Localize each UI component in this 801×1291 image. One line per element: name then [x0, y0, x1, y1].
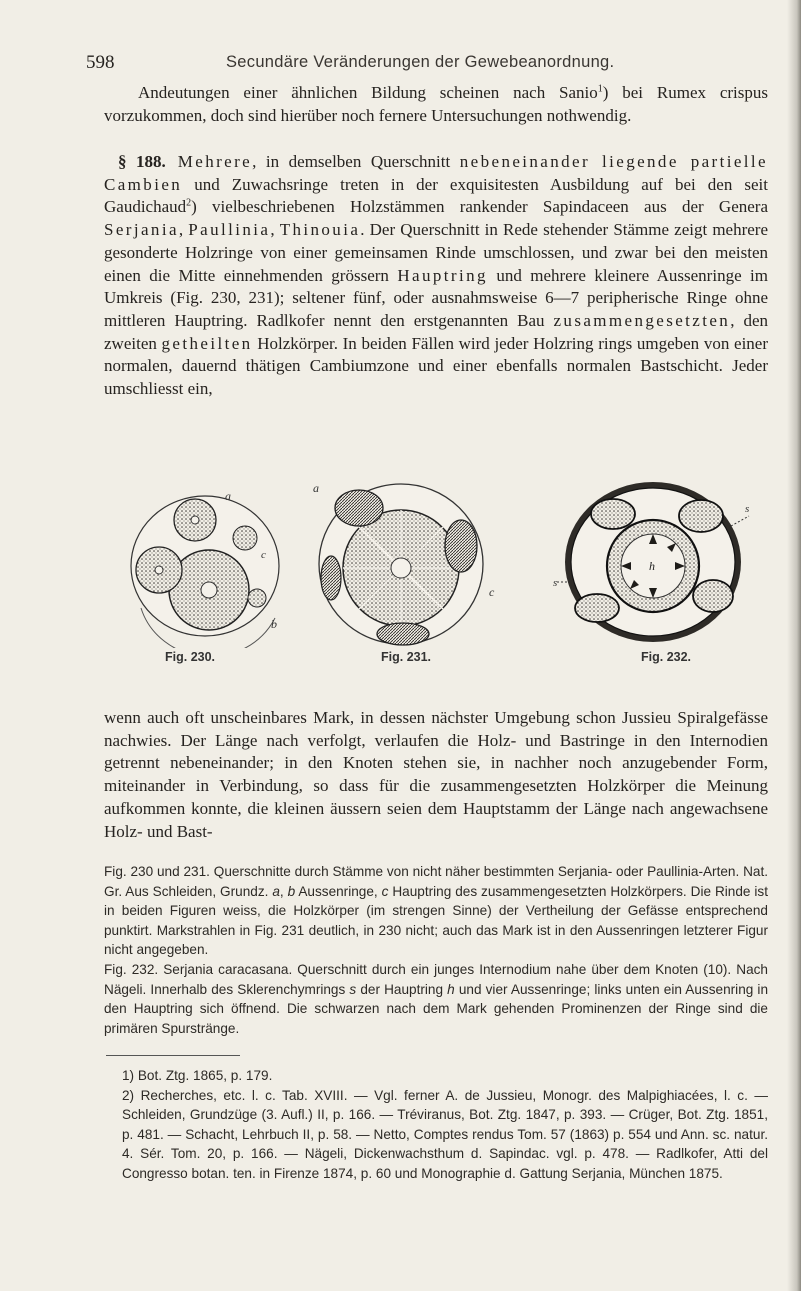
emph-getheilten: getheilten — [161, 333, 253, 353]
paragraph-188 — [104, 151, 768, 401]
footnote-1: 1) Bot. Ztg. 1865, p. 179. — [122, 1068, 273, 1083]
figures-row — [125, 478, 785, 668]
running-head: Secundäre Veränderungen der Gewebeanordnung. — [226, 53, 615, 71]
footnote-ref-1[interactable]: 1 — [597, 83, 603, 95]
figure-231-label: Fig. 231. — [381, 650, 432, 664]
paragraph-3: wenn auch oft unscheinbares Mark, in dessen nächster Umgebung schon Jussieu Spiralgefässe nachwies. Der Länge nach verfolgt, verlaufen die Holz- und Bastringe in den Internodien getrennt nebeneinander; in den Knoten stehen sie, in nachher noch anzugebender Form, miteinander in Verbindung, so dass für die zusammengesetzten Holzkörper die Meinung aufkommen konnte, die kleinen äussern seien dem Hauptstamm der Länge nach angewachsene Holz- und Bast- — [104, 708, 768, 841]
caption-letter-h: h — [447, 981, 455, 997]
page-number: 598 — [86, 52, 115, 73]
footnote-ref-2[interactable]: 2 — [186, 197, 192, 209]
para2-text: , — [178, 220, 189, 240]
fig231-letter-c: c — [489, 585, 495, 599]
caption-text: und vier Aussenringe; links unten ein Aussenring in den Hauptring sich öffnend. Die schwarzen nach dem Mark gehenden Prominenzen der Ringe sind die primären Spurstränge. — [104, 981, 769, 1036]
caption-letter-b: b — [287, 883, 296, 899]
figure-232-drawing — [553, 478, 753, 648]
para2-text: ) vielbeschriebenen Holzstämmen rankender Sapindaceen aus der Genera — [191, 197, 768, 217]
figure-231-drawing — [303, 478, 503, 648]
caption-letter-c: c — [381, 883, 389, 899]
footnote-divider — [106, 1055, 240, 1056]
para2-text: , den zweiten — [104, 310, 768, 353]
fig230-letter-b: b — [271, 617, 277, 631]
para2-text: , — [270, 220, 280, 240]
caption-text: der Hauptring — [356, 981, 448, 997]
caption-text: Fig. 232. Serjania caracasana. Querschnitt durch ein junges Internodium nahe über dem Knoten (10). Nach Nägeli. Innerhalb des Sklerenchymrings — [104, 961, 768, 997]
caption-text: , — [279, 883, 288, 899]
fig230-letter-c: c — [261, 549, 266, 561]
para1-text-a: Andeutungen einer ähnlichen Bildung scheinen nach Sanio — [138, 83, 598, 102]
figure-230-label: Fig. 230. — [165, 650, 216, 664]
para1-text-b: ) bei Rumex crispus vorzukommen, doch sind hierüber noch fernere Untersuchungen nothwendig. — [104, 83, 768, 125]
emph-partielle-cambien: nebeneinander liegende partielle Cambien — [104, 152, 769, 194]
caption-letter-s: s — [349, 981, 357, 997]
para2-text: . Der Querschnitt in Rede stehender Stämme zeigt mehrere gesonderte Holzringe von einer gemeinsamen Rinde umschlossen, und zwar bei den meisten einen die Mitte einnehmenden grössern — [104, 220, 769, 285]
genus-serjania: Serjania — [104, 220, 179, 240]
figure-232-label: Fig. 232. — [641, 650, 692, 664]
caption-text: Hauptring des zusammengesetzten Holzkörpers. Die Rinde ist in beiden Figuren weiss, die Holzkörper (im strengen Sinne) der Vertheilung der Gefässe entsprechend punktirt. Markstrahlen in Fig. 231 deutlich, in 230 nicht; auch das Mark ist in den Aussenringen letzterer Figur nicht angegeben. — [104, 883, 768, 958]
figure-231 — [303, 478, 503, 664]
footnote-2: 2) Recherches, etc. l. c. Tab. XVIII. — Vgl. ferner A. de Jussieu, Monogr. des Malpighiacées, l. c. — Schleiden, Grundzüge (3. Aufl.) II, p. 166. — Tréviranus, Bot. Ztg. 1847, p. 393. — Crüger, Bot. Ztg. 1851, p. 481. — Schacht, Lehrbuch II, p. 58. — Netto, Comptes rendus Tom. 57 (1863) p. 554 und Ann. sc. natur. 4. Sér. Tom. 20, p. 166. — Nägeli, Dickenwachsthum d. Sapindac. vgl. p. 478. — Radlkofer, Atti del Congresso botan. ten. in Firenze 1874, p. 60 und Monographie d. Gattung Serjania, München 1875. — [122, 1087, 768, 1181]
fig231-letter-a: a — [313, 481, 319, 495]
paragraph-1 — [104, 82, 768, 127]
caption-letter-a: a — [272, 883, 280, 899]
fig232-letter-h: h — [649, 559, 655, 573]
figure-230 — [125, 478, 285, 664]
page-edge-shadow — [787, 0, 801, 1291]
fig232-letter-s-top: s — [745, 503, 750, 515]
figure-caption — [104, 862, 768, 1038]
para2-text: und Zuwachsringe treten in der exquisitesten Ausbildung auf bei den seit Gaudichaud — [104, 174, 768, 217]
para2-text: Holzkörper. In beiden Fällen wird jeder Holzring rings umgeben von einer normalen, dauernd thätigen Cambiumzone und einer ebenfalls normalen Bastschicht. Jeder umschliesst ein, — [104, 333, 768, 399]
page-header — [86, 52, 766, 74]
figure-232 — [553, 478, 753, 664]
footnotes — [104, 1066, 768, 1184]
emph-zusammengesetzten: zusammengesetzten — [553, 310, 731, 330]
genus-paullinia: Paullinia — [188, 220, 271, 240]
caption-text: Fig. 230 und 231. Querschnitte durch Stämme von nicht näher bestimmten Serjania- oder Paullinia-Arten. Nat. Gr. Aus Schleiden, Grundz. — [104, 864, 768, 899]
para2-text: und mehrere kleinere Aussenringe im Umkreis (Fig. 230, 231); seltener fünf, oder ausnahmsweise 6—7 peripherische Ringe ohne mittleren Hauptring. Radlkofer nennt den erstgenannten Bau — [104, 265, 768, 330]
emph-hauptring: Hauptring — [397, 265, 488, 285]
genus-thinouia: Thinouia — [279, 220, 361, 240]
fig232-letter-s-left: s — [553, 577, 558, 589]
section-number: § 188. — [118, 152, 166, 171]
fig230-letter-a: a — [225, 489, 231, 503]
emph-mehrere: Mehrere — [165, 152, 253, 171]
para2-text: , in demselben Querschnitt — [252, 152, 460, 171]
figure-230-drawing — [125, 478, 285, 648]
caption-text: Aussenringe, — [295, 883, 382, 899]
